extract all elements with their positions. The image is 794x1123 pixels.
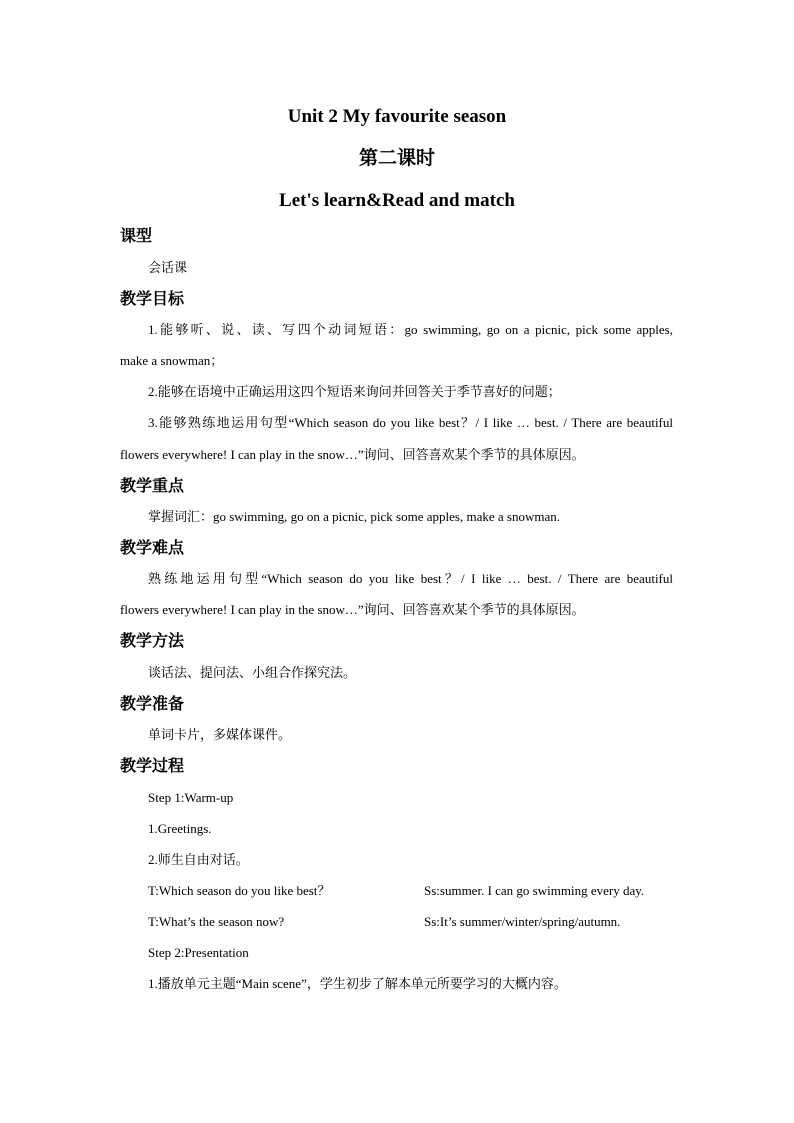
objective-2: 2.能够在语境中正确运用这四个短语来询问并回答关于季节喜好的问题；: [148, 384, 561, 399]
dialogue-teacher-2: T:What’s the season now?: [148, 914, 285, 929]
greetings: 1.Greetings.: [148, 821, 212, 836]
step-1-label: Step 1:Warm-up: [148, 790, 234, 805]
section-heading-preparation: 教学准备: [120, 696, 185, 713]
step-2-label: Step 2:Presentation: [148, 945, 249, 960]
document-title: Unit 2 My favourite season: [287, 106, 507, 127]
dialogue-students-1: Ss:summer. I can go swimming every day.: [424, 883, 645, 898]
key-points-content: 掌握词汇：go swimming, go on a picnic, pick some apples, make a snowman.: [148, 509, 560, 524]
objective-1-line-2: make a snowman；: [120, 353, 224, 368]
difficulties-line-2: flowers everywhere! I can play in the snow…”询问、回答喜欢某个季节的具体原因。: [120, 602, 585, 617]
presentation-1: 1.播放单元主题“Main scene”，学生初步了解本单元所要学习的大概内容。: [148, 976, 567, 991]
type-content: 会话课: [148, 260, 188, 275]
objective-1-line-1: 1.能够听、说、读、写四个动词短语：go swimming, go on a picnic, pick some apples,: [148, 322, 673, 337]
section-heading-methods: 教学方法: [120, 633, 185, 650]
section-heading-objectives: 教学目标: [120, 291, 185, 308]
lesson-subtitle: Let's learn&Read and match: [279, 190, 515, 211]
lesson-number: 第二课时: [358, 148, 435, 169]
difficulties-line-1: 熟练地运用句型“Which season do you like best？/ I like … best. / There are beautiful: [148, 571, 673, 586]
free-talk: 2.师生自由对话。: [148, 852, 249, 867]
preparation-content: 单词卡片，多媒体课件。: [148, 727, 292, 742]
objective-3-line-1: 3.能够熟练地运用句型“Which season do you like best？/ I like … best. / There are beautiful: [148, 415, 673, 430]
section-heading-type: 课型: [120, 228, 153, 245]
objective-3-line-2: flowers everywhere! I can play in the snow…”询问、回答喜欢某个季节的具体原因。: [120, 447, 585, 462]
section-heading-difficulties: 教学难点: [120, 540, 185, 557]
methods-content: 谈话法、提问法、小组合作探究法。: [148, 665, 357, 680]
dialogue-students-2: Ss:It’s summer/winter/spring/autumn.: [424, 914, 621, 929]
section-heading-process: 教学过程: [120, 758, 185, 775]
dialogue-teacher-1: T:Which season do you like best？: [148, 883, 331, 898]
section-heading-key-points: 教学重点: [120, 478, 185, 495]
